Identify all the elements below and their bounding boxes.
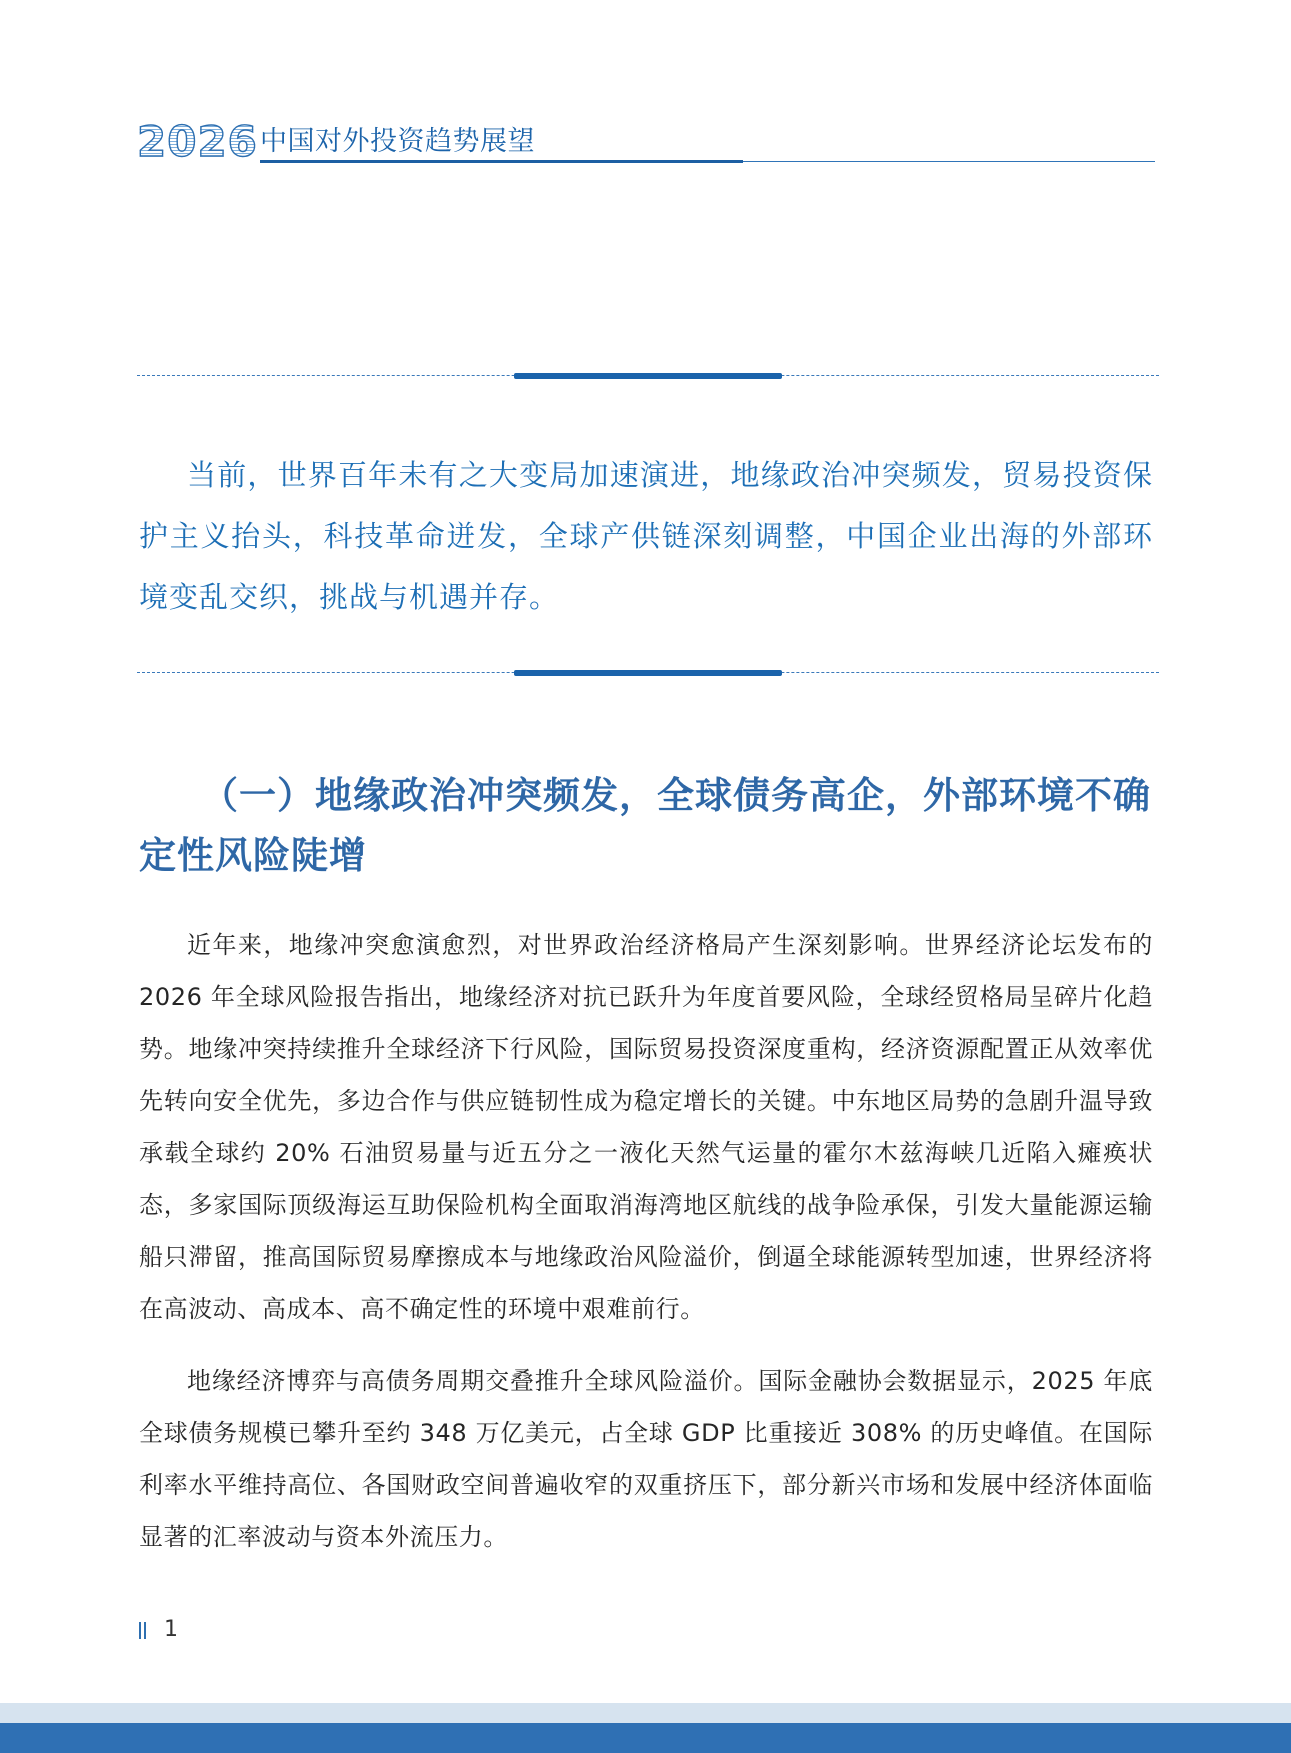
footer-band-light [0,1703,1291,1723]
footer-band-dark [0,1723,1291,1753]
body-paragraph-2: 地缘经济博弈与高债务周期交叠推升全球风险溢价。国际金融协会数据显示，2025 年底全球债务规模已攀升至约 348 万亿美元，占全球 GDP 比重接近 308% 的历史峰值。在国际利率水平维持高位、各国财政空间普遍收窄的双重挤压下，部分新兴市场和发展中经济体面临显著的汇率波动与资本外流压力。 [139,1367,1153,1551]
bottom-divider-accent-bar [514,670,782,676]
lead-paragraph: 当前，世界百年未有之大变局加速演进，地缘政治冲突频发，贸易投资保护主义抬头，科技革命迸发，全球产供链深刻调整，中国企业出海的外部环境变乱交织，挑战与机遇并存。 [139,458,1153,614]
page-marker-bar-icon [144,1622,146,1639]
header-rule-accent [260,160,743,163]
top-divider [137,372,1159,380]
body-paragraph-1: 近年来，地缘冲突愈演愈烈，对世界政治经济格局产生深刻影响。世界经济论坛发布的 2026 年全球风险报告指出，地缘经济对抗已跃升为年度首要风险，全球经贸格局呈碎片化趋势。地缘冲突持续推升全球经济下行风险，国际贸易投资深度重构，经济资源配置正从效率优先转向安全优先，多边合作与供应链韧性成为稳定增长的关键。中东地区局势的急剧升温导致承载全球约 20% 石油贸易量与近五分之一液化天然气运量的霍尔木兹海峡几近陷入瘫痪状态，多家国际顶级海运互助保险机构全面取消海湾地区航线的战争险承保，引发大量能源运输船只滞留，推高国际贸易摩擦成本与地缘政治风险溢价，倒逼全球能源转型加速，世界经济将在高波动、高成本、高不确定性的环境中艰难前行。 [139,931,1153,1323]
page-header [137,118,1155,168]
page-number-marker [139,1617,199,1642]
page-marker-bar-icon [139,1622,141,1639]
top-divider-accent-bar [514,373,782,379]
bottom-divider [137,669,1159,677]
page-number: 1 [164,1617,178,1642]
header-title: 中国对外投资趋势展望 [260,126,535,157]
section-heading: （一）地缘政治冲突频发，全球债务高企，外部环境不确定性风险陡增 [139,774,1151,877]
header-year: 2026 [137,117,258,166]
